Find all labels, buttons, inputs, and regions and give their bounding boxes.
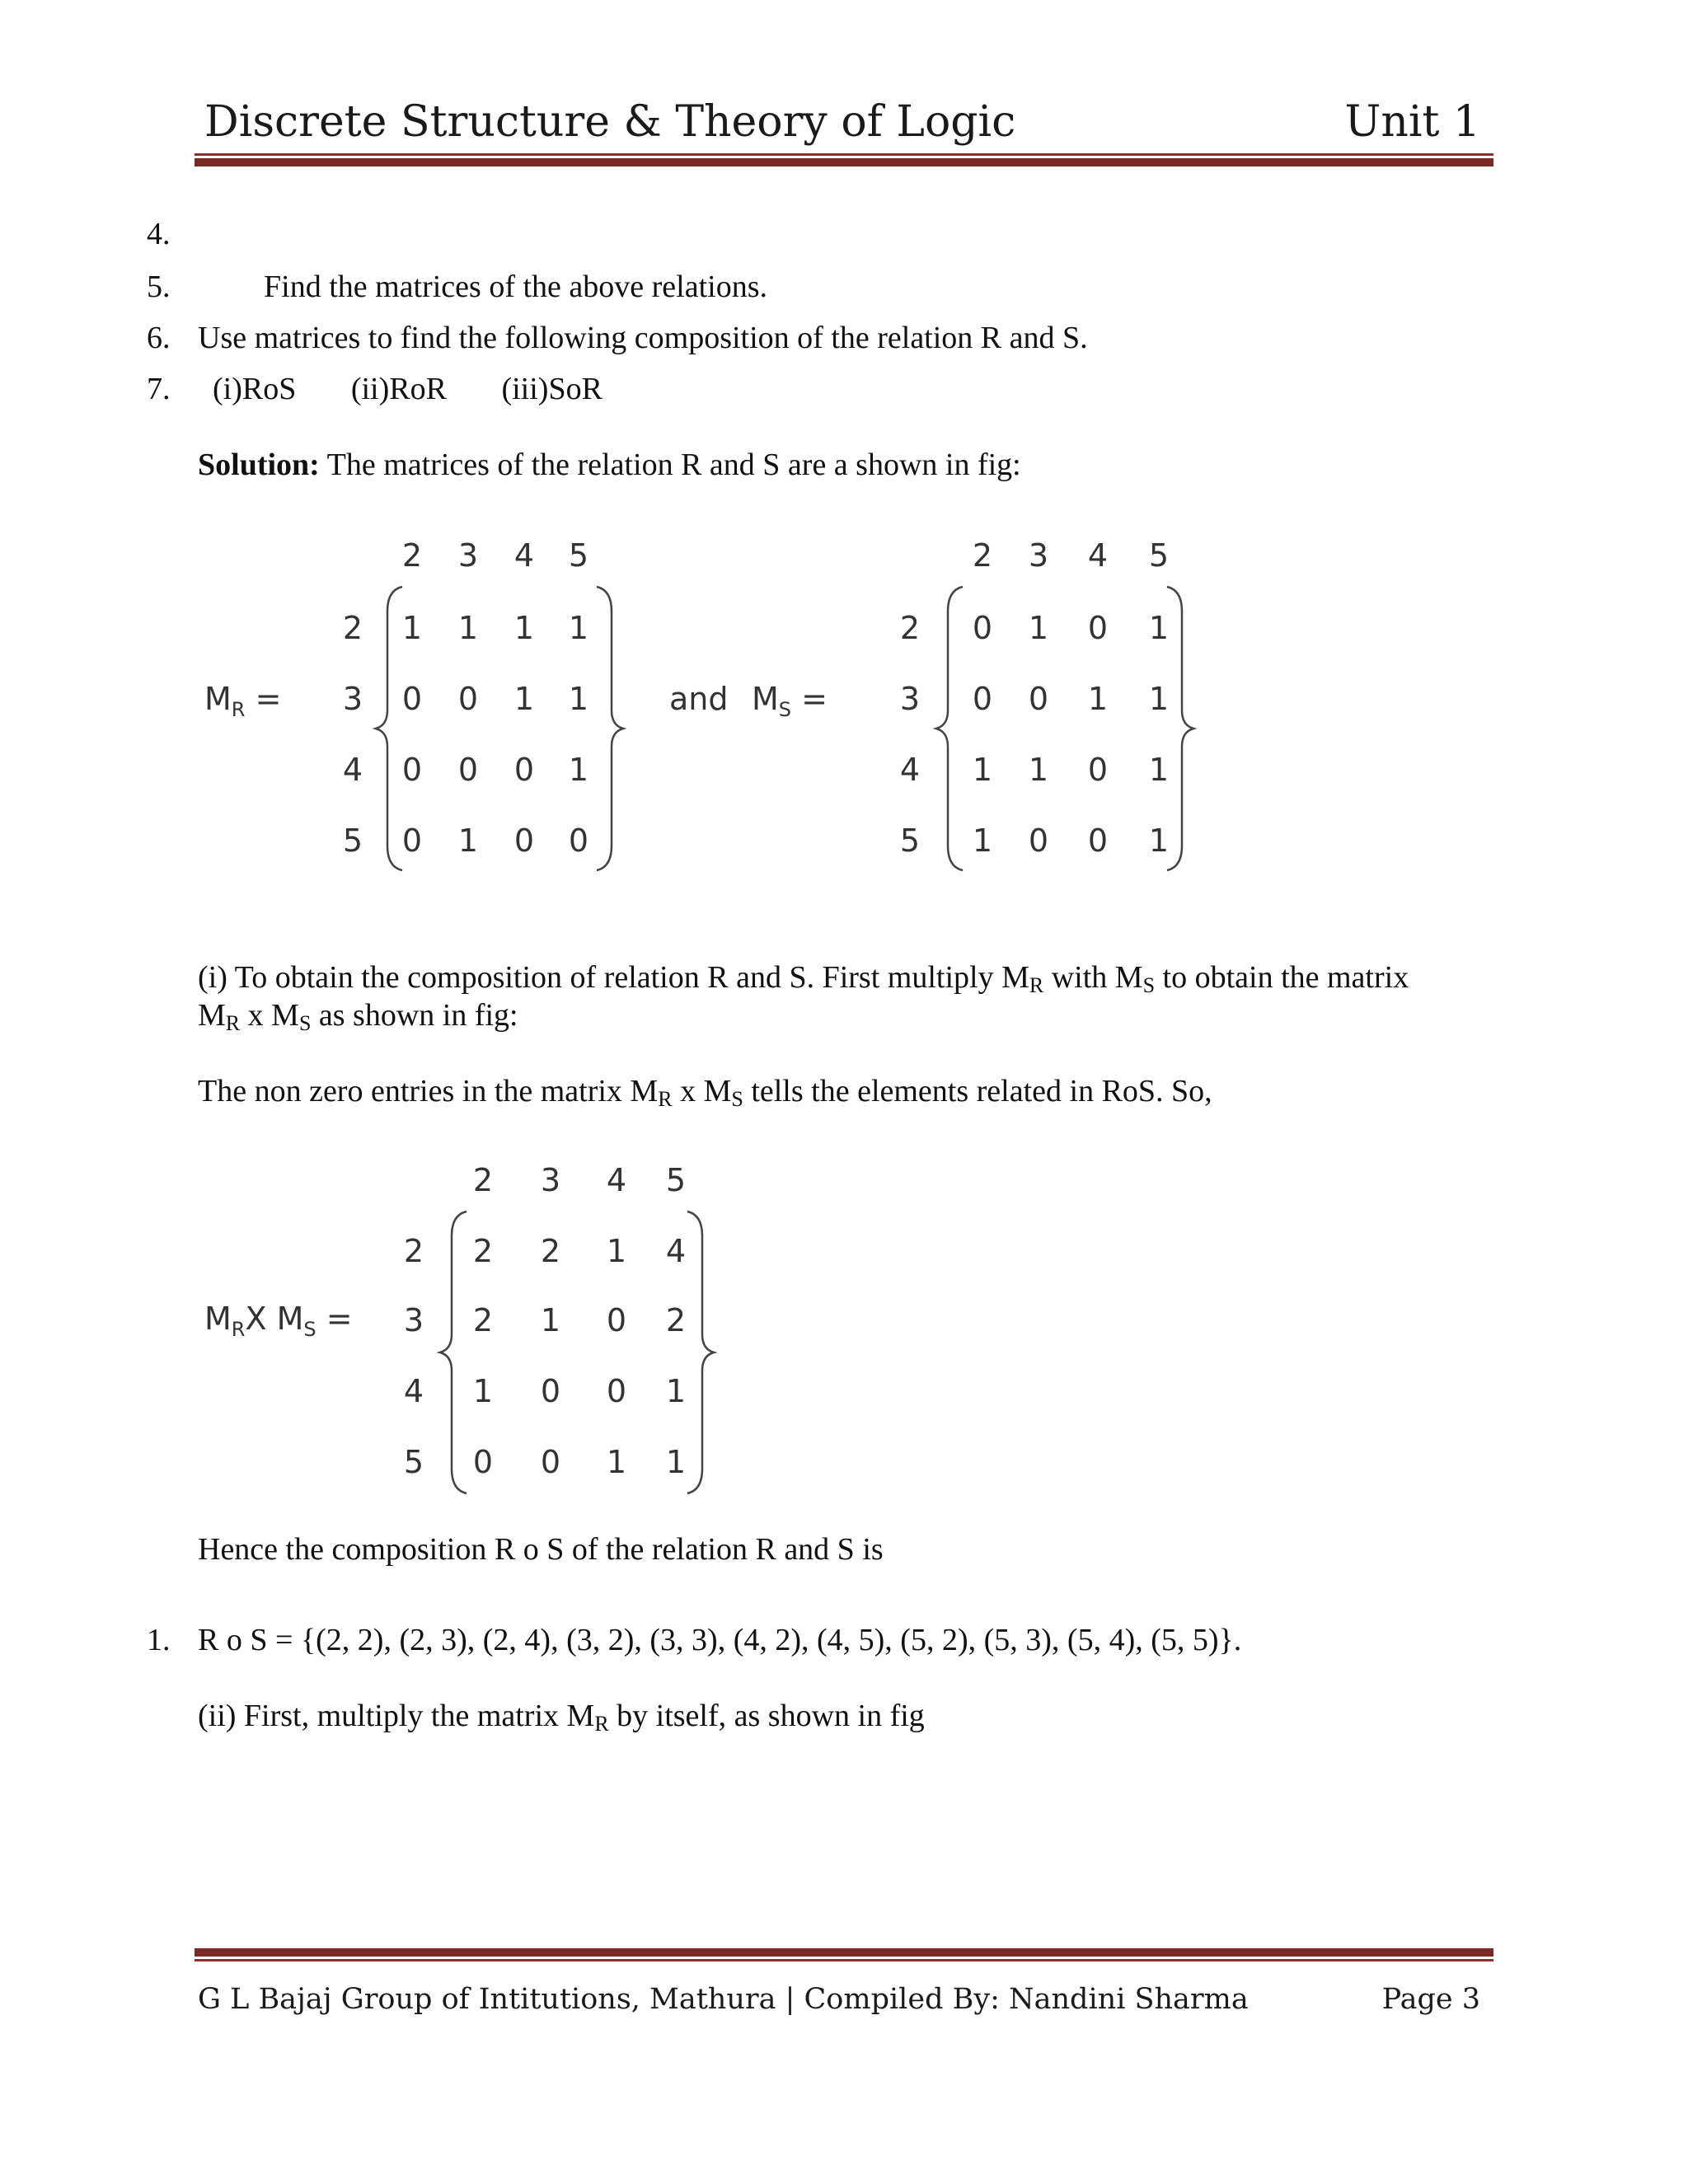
matrix-cell: 1 — [457, 610, 479, 646]
matrix-cell: 1 — [1148, 681, 1170, 717]
list-text-7: (i)RoS (ii)RoR (iii)SoR — [213, 372, 603, 406]
matrix-cell: 1 — [1028, 610, 1049, 646]
matrix-cell: 1 — [457, 823, 479, 859]
matrix-cell: 1 — [1148, 610, 1170, 646]
matrix-cell: 4 — [665, 1233, 687, 1269]
row-header: 4 — [899, 752, 921, 788]
matrix-cell: 0 — [513, 823, 535, 859]
matrix-cell: 1 — [568, 752, 589, 788]
row-header: 3 — [342, 681, 363, 717]
matrix-cell: 0 — [606, 1302, 627, 1338]
right-brace — [597, 587, 623, 870]
matrix-cell: 0 — [1028, 681, 1049, 717]
list-text-5: Find the matrices of the above relations. — [264, 269, 767, 304]
matrix-cell: 0 — [401, 681, 423, 717]
hence-line: Hence the composition R o S of the relation R and S is — [198, 1532, 884, 1567]
col-header: 2 — [472, 1162, 494, 1198]
matrix-cell: 0 — [472, 1444, 494, 1480]
list-num-1: 1. — [147, 1623, 171, 1657]
para-compose-2: $M_R$ x $M_S$ as shown in fig: — [198, 998, 518, 1035]
row-header: 4 — [403, 1373, 424, 1409]
list-num-4: 4. — [147, 217, 171, 251]
row-header: 5 — [342, 823, 363, 859]
matrix-cell: 1 — [1028, 752, 1049, 788]
matrix-cell: 0 — [1087, 823, 1109, 859]
matrix-cell: 1 — [972, 752, 993, 788]
row-header: 5 — [899, 823, 921, 859]
footer-rule-thick — [195, 1948, 1493, 1957]
matrix-s-label: $M_S$ = — [752, 681, 828, 721]
matrix-cell: 1 — [1148, 823, 1170, 859]
matrix-cell: 0 — [513, 752, 535, 788]
matrix-r-label: $M_R$ = — [204, 681, 282, 721]
matrix-cell: 0 — [1028, 823, 1049, 859]
page-header-unit: Unit 1 — [1344, 97, 1480, 147]
col-header: 2 — [972, 537, 993, 574]
matrix-cell: 1 — [540, 1302, 561, 1338]
row-header: 5 — [403, 1444, 424, 1480]
matrix-cell: 2 — [472, 1302, 494, 1338]
matrix-cell: 1 — [472, 1373, 494, 1409]
matrix-cell: 0 — [540, 1444, 561, 1480]
matrix-cell: 0 — [1087, 752, 1109, 788]
para-compose-1: (i) To obtain the composition of relation R and S. First multiply $M_R$ with $M_S$ to obtain the matrix — [198, 960, 1409, 997]
matrix-rs-label: $M_RX$ $M_S$ = — [204, 1301, 353, 1341]
matrix-cell: 1 — [665, 1444, 687, 1480]
left-brace — [440, 1212, 467, 1493]
list-text-6: Use matrices to find the following composition of the relation R and S. — [198, 321, 1088, 355]
row-header: 3 — [899, 681, 921, 717]
matrix-cell: 0 — [401, 752, 423, 788]
matrix-cell: 0 — [1087, 610, 1109, 646]
col-header: 2 — [401, 537, 423, 574]
para-nonzero: The non zero entries in the matrix $M_R$ x $M_S$ tells the elements related in RoS. So, — [198, 1074, 1212, 1111]
matrix-cell: 0 — [606, 1373, 627, 1409]
ros-set: R o S = {(2, 2), (2, 3), (2, 4), (3, 2), (3, 3), (4, 2), (4, 5), (5, 2), (5, 3), (5, 4), (5, 5)}. — [198, 1623, 1242, 1657]
solution-label: Solution: — [198, 448, 320, 482]
row-header: 3 — [403, 1302, 424, 1338]
matrix-cell: 0 — [972, 610, 993, 646]
list-num-6: 6. — [147, 321, 171, 355]
matrix-cell: 1 — [606, 1444, 627, 1480]
matrix-cell: 0 — [972, 681, 993, 717]
col-header: 5 — [665, 1162, 687, 1198]
matrix-cell: 1 — [606, 1233, 627, 1269]
row-header: 2 — [342, 610, 363, 646]
matrix-cell: 1 — [513, 681, 535, 717]
page-header-title: Discrete Structure & Theory of Logic — [204, 97, 1016, 147]
footer-page: Page 3 — [1381, 1983, 1480, 2016]
matrix-cell: 1 — [1087, 681, 1109, 717]
col-header: 3 — [540, 1162, 561, 1198]
col-header: 5 — [1148, 537, 1170, 574]
matrix-cell: 1 — [513, 610, 535, 646]
left-brace — [936, 587, 963, 870]
matrix-cell: 2 — [540, 1233, 561, 1269]
para-multiply: (ii) First, multiply the matrix $M_R$ by itself, as shown in fig — [198, 1699, 925, 1736]
col-header: 5 — [568, 537, 589, 574]
col-header: 4 — [1087, 537, 1109, 574]
row-header: 2 — [899, 610, 921, 646]
col-header: 4 — [606, 1162, 627, 1198]
matrix-cell: 0 — [540, 1373, 561, 1409]
matrix-cell: 0 — [568, 823, 589, 859]
matrix-cell: 0 — [401, 823, 423, 859]
row-header: 4 — [342, 752, 363, 788]
matrix-cell: 2 — [665, 1302, 687, 1338]
header-rule-thick — [195, 158, 1493, 166]
matrix-cell: 1 — [401, 610, 423, 646]
row-header: 2 — [403, 1233, 424, 1269]
header-rule-thin — [195, 153, 1493, 156]
solution-text: The matrices of the relation R and S are a shown in fig: — [319, 448, 1021, 482]
and-text: and — [669, 681, 729, 717]
matrix-cell: 1 — [665, 1373, 687, 1409]
matrix-cell: 1 — [1148, 752, 1170, 788]
footer-left: G L Bajaj Group of Intitutions, Mathura | Compiled By: Nandini Sharma — [198, 1983, 1249, 2016]
solution-line — [198, 447, 1021, 483]
list-num-5: 5. — [147, 269, 171, 304]
footer-rule-thin — [195, 1959, 1493, 1961]
matrix-cell: 1 — [972, 823, 993, 859]
matrix-cell: 0 — [457, 681, 479, 717]
matrix-cell: 0 — [457, 752, 479, 788]
matrix-cell: 1 — [568, 681, 589, 717]
matrix-cell: 2 — [472, 1233, 494, 1269]
col-header: 3 — [1028, 537, 1049, 574]
matrix-cell: 1 — [568, 610, 589, 646]
list-num-7: 7. — [147, 372, 171, 406]
col-header: 3 — [457, 537, 479, 574]
col-header: 4 — [513, 537, 535, 574]
